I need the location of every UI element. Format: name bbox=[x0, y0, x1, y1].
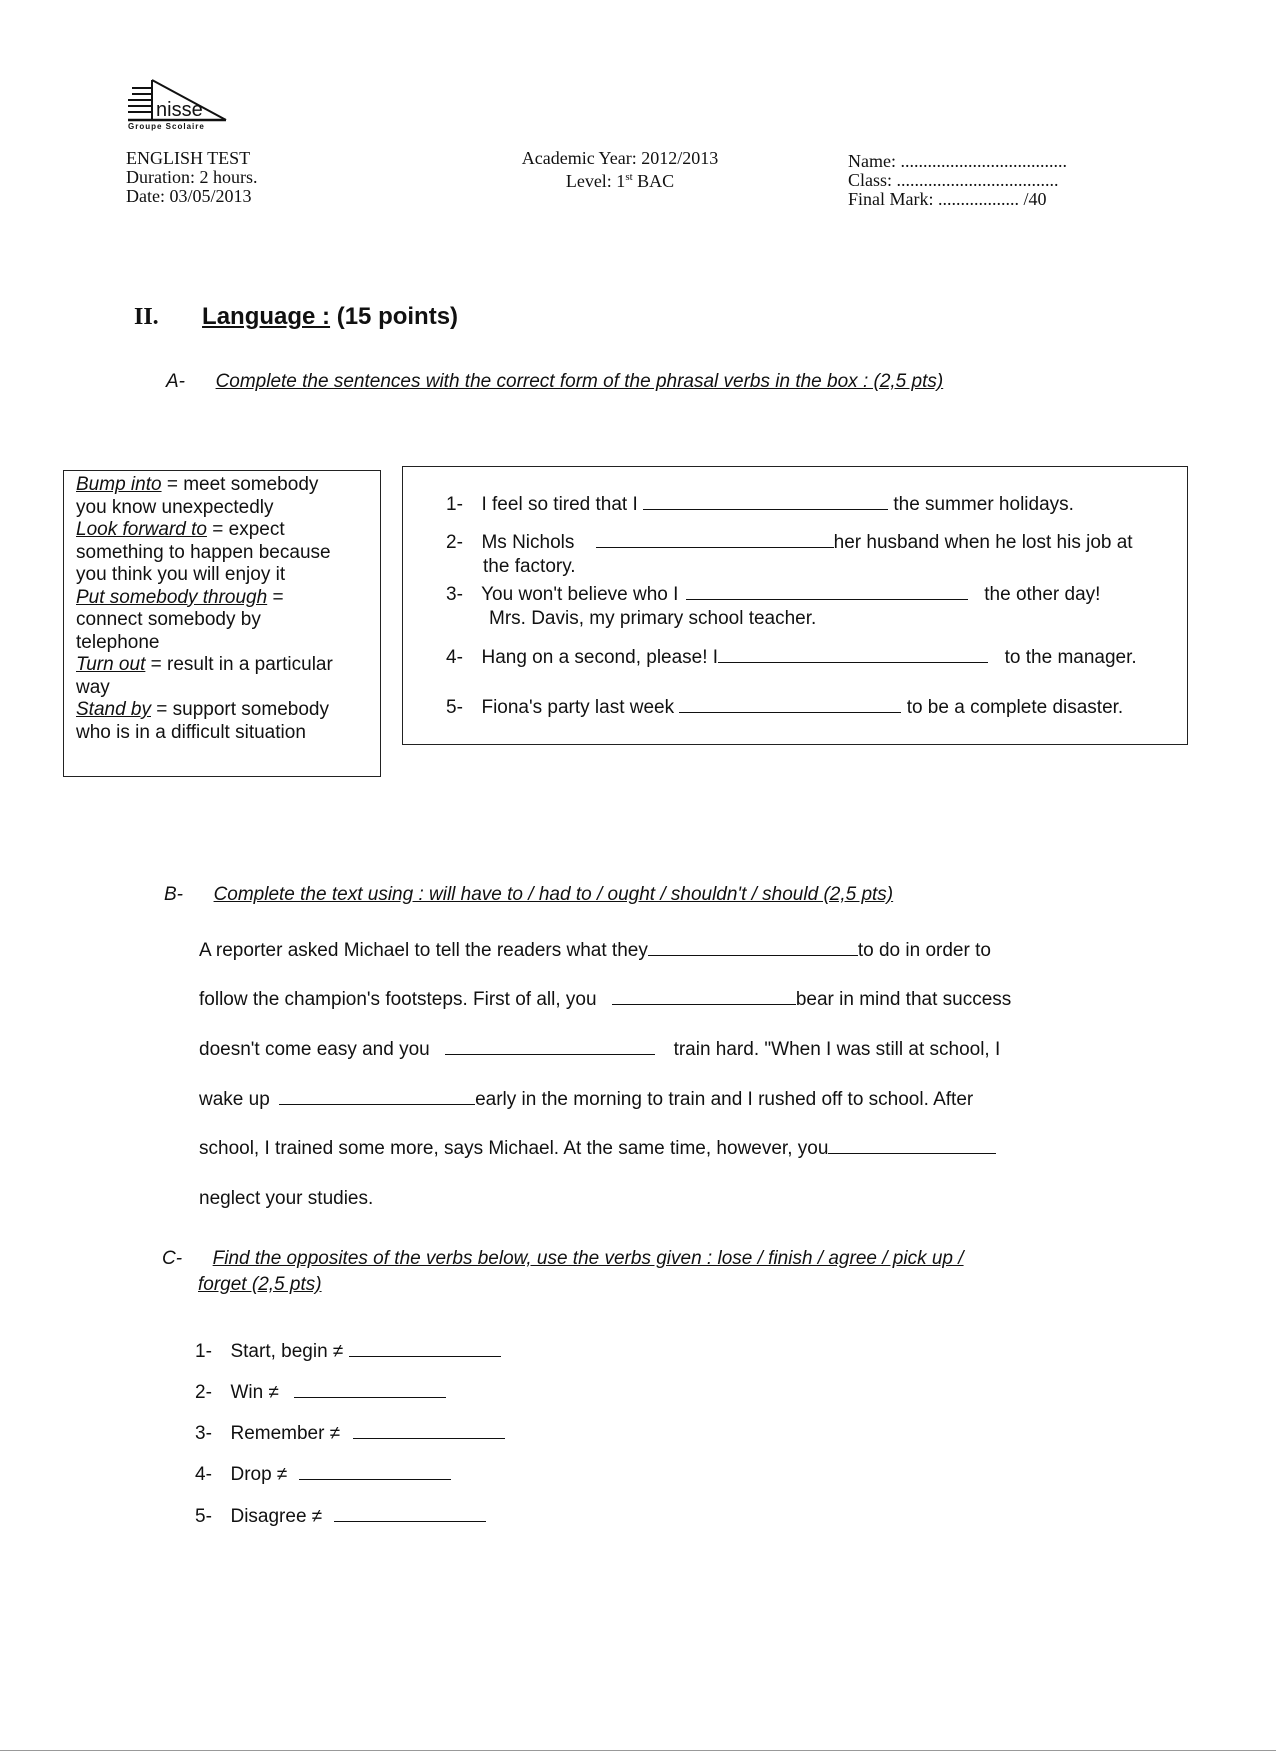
student-info bbox=[848, 152, 1067, 209]
part-b-instruction bbox=[164, 884, 893, 906]
definition-item: Stand by = support somebody bbox=[76, 699, 329, 720]
level: Level: 1st BAC bbox=[565, 171, 675, 191]
part-c-text-1: Find the opposites of the verbs below, use the verbs given : lose / finish / agree / pick up / bbox=[212, 1248, 964, 1269]
test-date: Date: 03/05/2013 bbox=[126, 186, 252, 206]
part-c-instruction bbox=[162, 1248, 964, 1270]
part-b-line-2: follow the champion's footsteps. First of all, you bear in mind that success bbox=[199, 989, 1012, 1010]
logo-text: nisse bbox=[156, 99, 203, 121]
opposite-item-1: 1- Start, begin ≠ bbox=[195, 1341, 501, 1363]
name-field[interactable]: Name: ..................................... bbox=[848, 151, 1067, 171]
answer-blank[interactable] bbox=[294, 1396, 446, 1398]
part-a-letter: A- bbox=[166, 371, 185, 392]
section-title: Language : bbox=[202, 303, 331, 330]
academic-year: Academic Year: 2012/2013 bbox=[521, 148, 719, 168]
sentence-3: 3- You won't believe who I the other day! bbox=[446, 584, 1101, 605]
test-title: ENGLISH TEST bbox=[126, 148, 251, 168]
final-mark-field[interactable]: Final Mark: .................. /40 bbox=[848, 189, 1047, 209]
part-b-line-6: neglect your studies. bbox=[199, 1188, 374, 1209]
part-b-line-5: school, I trained some more, says Michael. At the same time, however, you bbox=[199, 1138, 996, 1160]
sentence-4: 4- Hang on a second, please! I to the manager. bbox=[446, 647, 1137, 668]
class-field[interactable]: Class: .................................... bbox=[848, 170, 1059, 190]
part-b-line-3: doesn't come easy and you train hard. "When I was still at school, I bbox=[199, 1039, 1001, 1060]
definition-item: Turn out = result in a particular bbox=[76, 654, 333, 675]
answer-blank[interactable] bbox=[334, 1520, 486, 1522]
logo-subtitle: Groupe Scolaire bbox=[128, 122, 205, 131]
definition-line: something to happen because bbox=[76, 541, 331, 563]
sentence-1: 1- I feel so tired that I the summer holidays. bbox=[446, 494, 1074, 515]
section-heading bbox=[134, 303, 458, 331]
answer-blank[interactable] bbox=[445, 1053, 655, 1055]
answer-blank[interactable] bbox=[686, 598, 968, 600]
part-a-instruction bbox=[166, 371, 943, 393]
opposite-item-2: 2- Win ≠ bbox=[195, 1382, 446, 1404]
answer-blank[interactable] bbox=[279, 1103, 475, 1105]
test-info bbox=[126, 149, 257, 206]
academic-info bbox=[450, 149, 790, 191]
test-duration: Duration: 2 hours. bbox=[126, 167, 258, 187]
page-bottom-edge bbox=[0, 1750, 1276, 1751]
opposite-item-4: 4- Drop ≠ bbox=[195, 1464, 451, 1486]
sentence-3-continued: Mrs. Davis, my primary school teacher. bbox=[489, 608, 817, 629]
answer-blank[interactable] bbox=[353, 1437, 505, 1439]
part-b-text: Complete the text using : will have to / had to / ought / shouldn't / should (2,5 pts) bbox=[213, 884, 894, 905]
part-a-text: Complete the sentences with the correct form of the phrasal verbs in the box : (2,5 pts) bbox=[215, 371, 944, 392]
sentence-2: 2- Ms Nichols her husband when he lost his job at bbox=[446, 532, 1133, 553]
definition-line: you think you will enjoy it bbox=[76, 564, 286, 585]
definition-line: you know unexpectedly bbox=[76, 496, 274, 518]
answer-blank[interactable] bbox=[596, 546, 834, 548]
definition-line: connect somebody by bbox=[76, 609, 261, 630]
answer-blank[interactable] bbox=[828, 1152, 996, 1154]
phrasal-verbs-box bbox=[63, 470, 381, 777]
answer-blank[interactable] bbox=[612, 1003, 796, 1005]
part-b-letter: B- bbox=[164, 884, 183, 905]
part-c-text-2: forget (2,5 pts) bbox=[198, 1274, 322, 1295]
sentence-2-continued: the factory. bbox=[483, 556, 576, 577]
answer-blank[interactable] bbox=[648, 954, 858, 956]
part-b-line-4: wake up early in the morning to train and I rushed off to school. After bbox=[199, 1089, 974, 1110]
sentence-5: 5- Fiona's party last week to be a complete disaster. bbox=[446, 697, 1124, 718]
definition-item: Bump into = meet somebody bbox=[76, 474, 319, 495]
answer-blank[interactable] bbox=[349, 1355, 501, 1357]
definition-line: telephone bbox=[76, 631, 160, 653]
section-number: II. bbox=[134, 304, 159, 330]
definition-line: way bbox=[76, 676, 110, 698]
definition-line: who is in a difficult situation bbox=[76, 721, 306, 743]
definition-item: Put somebody through = bbox=[76, 586, 284, 608]
part-b-line-1: A reporter asked Michael to tell the readers what they to do in order to bbox=[199, 940, 991, 961]
answer-blank[interactable] bbox=[299, 1478, 451, 1480]
opposite-item-3: 3- Remember ≠ bbox=[195, 1423, 505, 1445]
answer-blank[interactable] bbox=[643, 508, 888, 510]
opposite-item-5: 5- Disagree ≠ bbox=[195, 1506, 486, 1528]
definition-item: Look forward to = expect bbox=[76, 519, 285, 540]
school-logo bbox=[126, 78, 238, 132]
answer-blank[interactable] bbox=[718, 661, 988, 663]
part-c-letter: C- bbox=[162, 1248, 183, 1269]
section-points: (15 points) bbox=[330, 303, 459, 330]
answer-blank[interactable] bbox=[679, 711, 901, 713]
